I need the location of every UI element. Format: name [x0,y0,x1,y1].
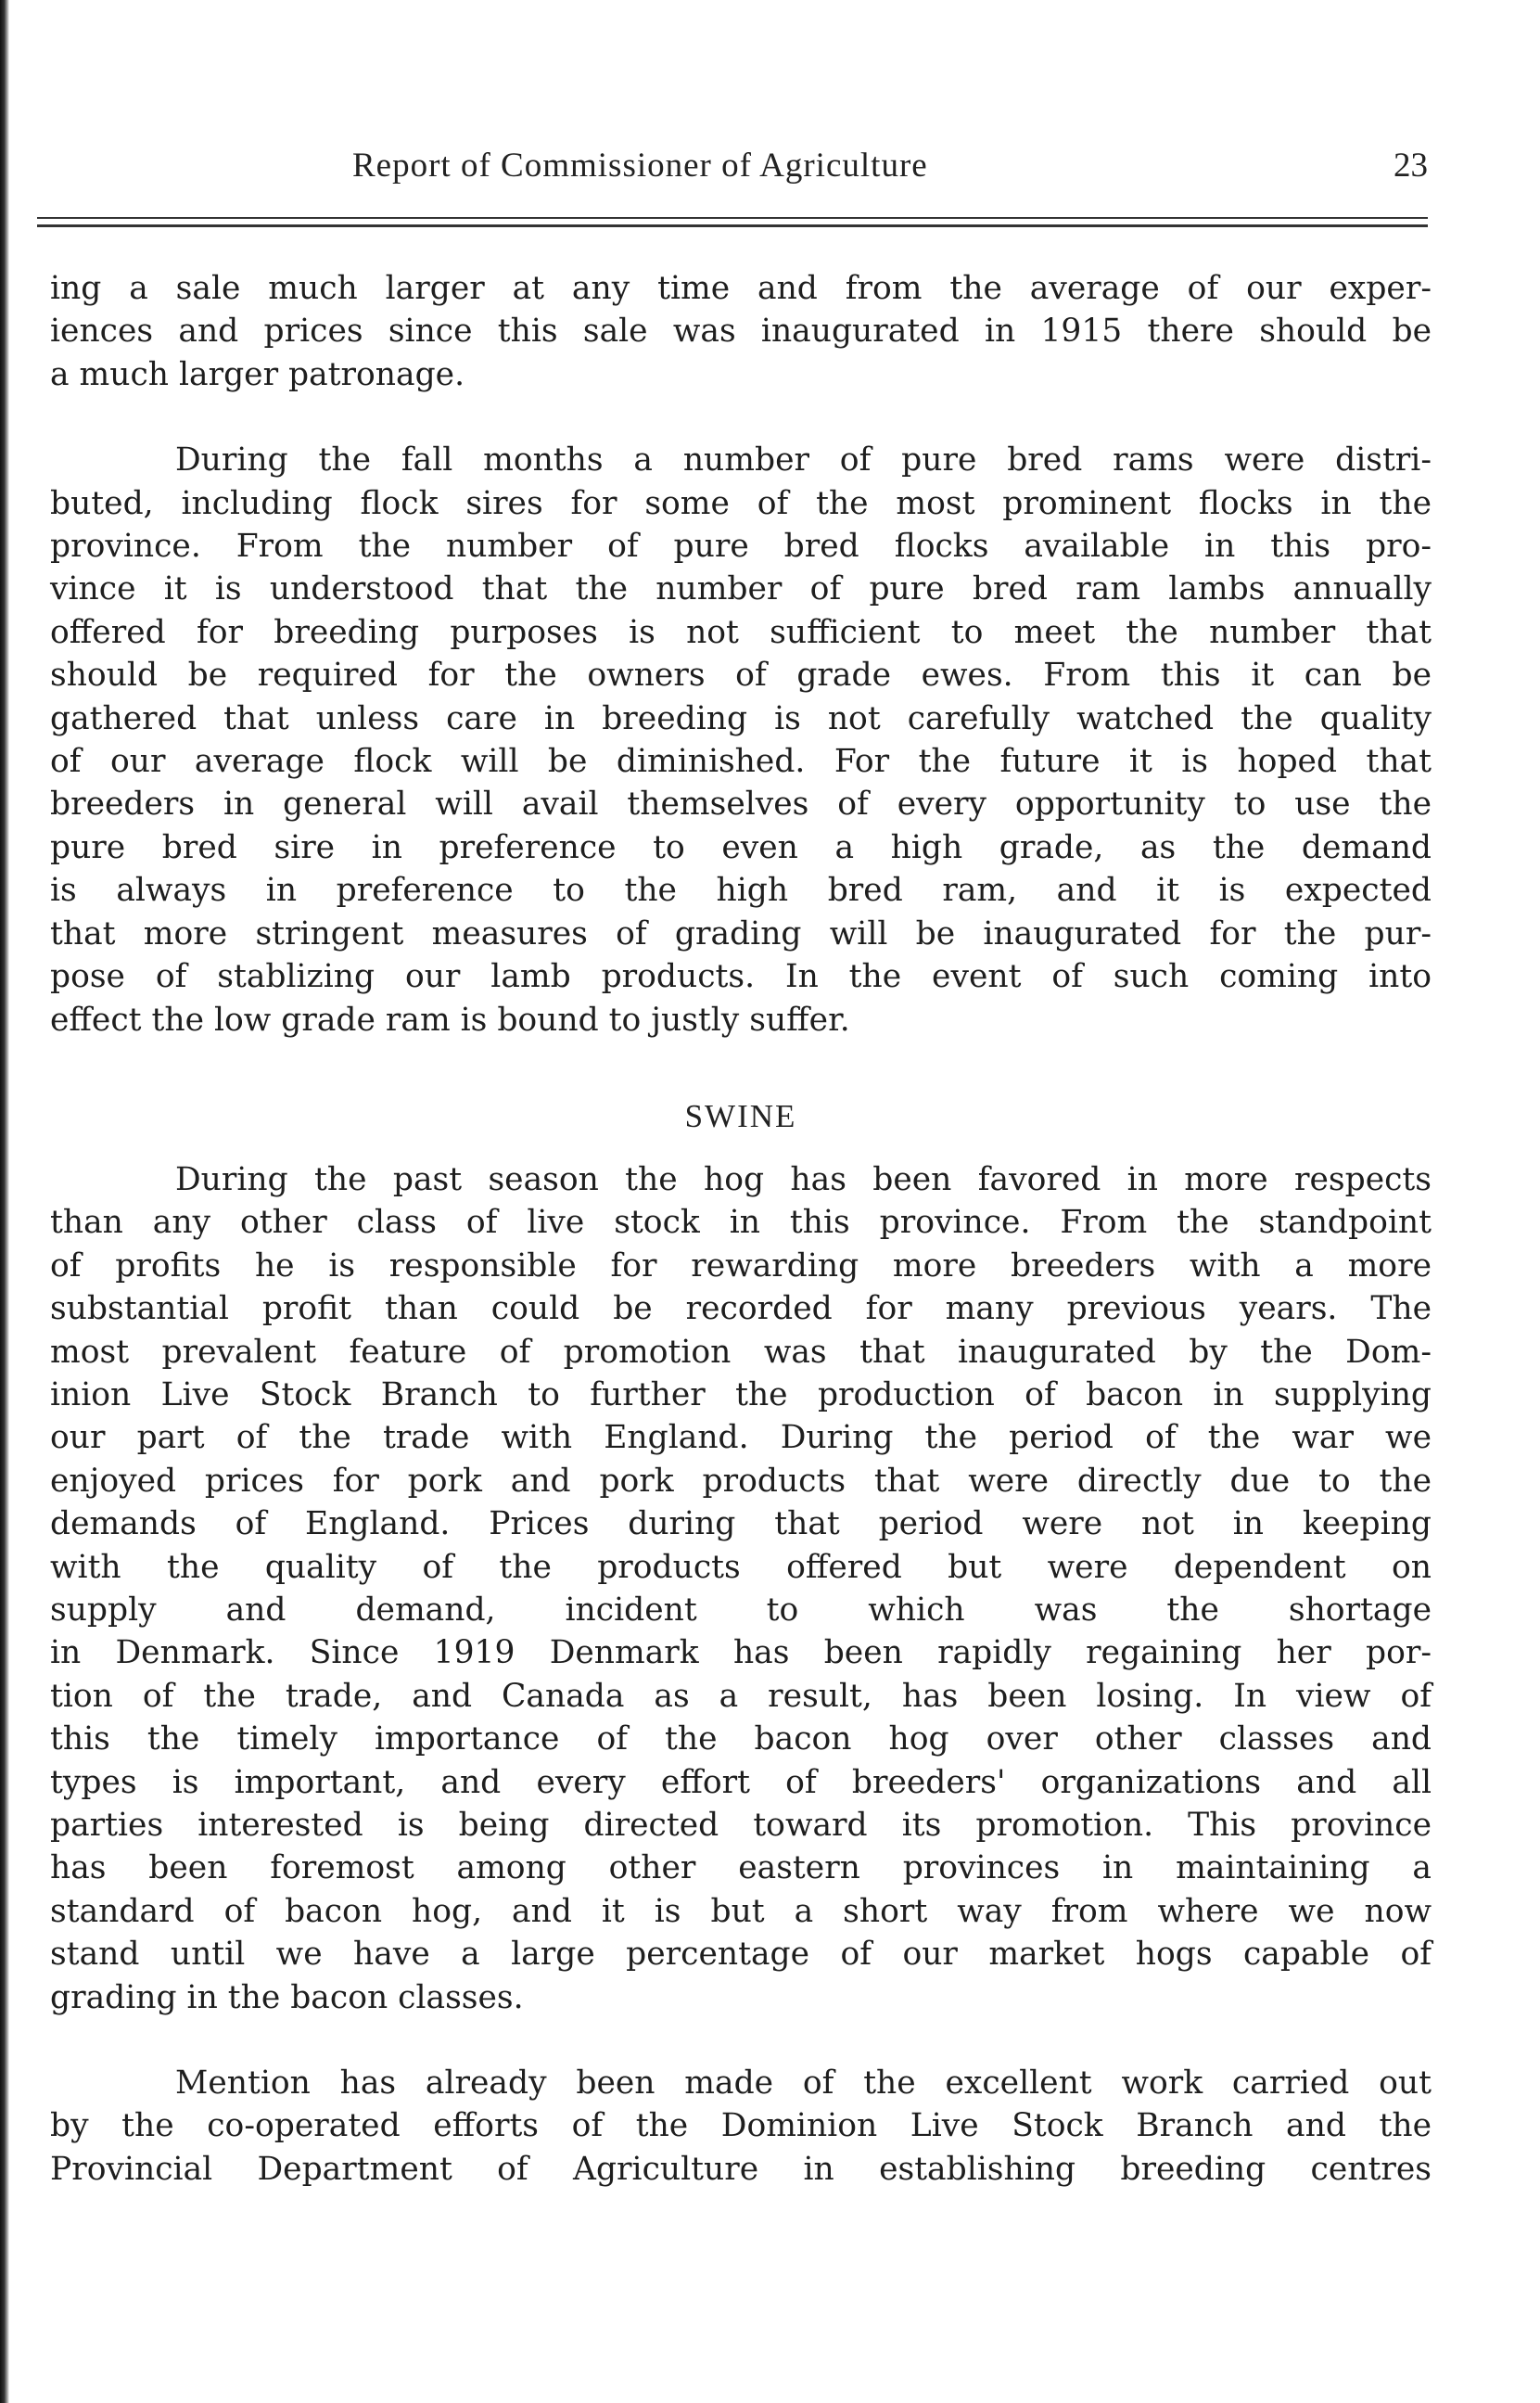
text-line: supply and demand, incident to which was the shortage [50,1591,1432,1629]
text-line: Mention has already been made of the excellent work carried out [175,2064,1432,2103]
text-line: grading in the bacon classes. [50,1978,524,2016]
text-line: standard of bacon hog, and it is but a short way from where we now [50,1892,1432,1930]
running-head [37,146,1428,201]
text-line: should be required for the owners of grade ewes. From this it can be [50,657,1432,695]
text-line: is always in preference to the high bred ram, and it is expected [50,872,1432,910]
text-line: of our average flock will be diminished. For the future it is hoped that [50,743,1432,781]
text-line: vince it is understood that the number of pure bred ram lambs annually [50,570,1432,608]
text-line: types is important, and every effort of breeders' organizations and all [50,1763,1432,1801]
text-line: buted, including flock sires for some of the most prominent flocks in the [50,484,1432,522]
text-line: pose of stablizing our lamb products. In the event of such coming into [50,958,1432,996]
paragraph-gap [50,2019,1432,2062]
text-line: During the fall months a number of pure bred rams were distri- [175,441,1432,479]
text-line: with the quality of the products offered but were dependent on [50,1548,1432,1586]
text-line: has been foremost among other eastern provinces in maintaining a [50,1849,1432,1887]
section-heading: SWINE [684,1097,797,1134]
text-line: than any other class of live stock in this province. From the standpoint [50,1204,1432,1242]
text-line: breeders in general will avail themselves of every opportunity to use the [50,786,1432,824]
text-line: by the co-operated efforts of the Dominion Live Stock Branch and the [50,2107,1432,2145]
header-rule-thick [37,224,1428,227]
text-line: offered for breeding purposes is not sufficient to meet the number that [50,613,1432,651]
text-line: in Denmark. Since 1919 Denmark has been rapidly regaining her por- [50,1634,1432,1672]
page-number: 23 [1394,147,1428,185]
body-text [50,267,1432,2191]
text-line: stand until we have a large percentage of our market hogs capable of [50,1936,1432,1974]
text-line: of profits he is responsible for rewarding more breeders with a more [50,1246,1432,1285]
text-line: effect the low grade ram is bound to justly suffer. [50,1001,850,1039]
text-line: this the timely importance of the bacon hog over other classes and [50,1720,1432,1758]
text-line: inion Live Stock Branch to further the production of bacon in supplying [50,1375,1432,1413]
text-line: Provincial Department of Agriculture in establishing breeding centres [50,2150,1432,2188]
text-line: demands of England. Prices during that period were not in keeping [50,1505,1432,1543]
text-line: our part of the trade with England. During the period of the war we [50,1419,1432,1457]
text-line: pure bred sire in preference to even a high grade, as the demand [50,828,1432,866]
paragraph-gap [50,1042,1432,1095]
text-line: a much larger patronage. [50,355,465,393]
text-line: tion of the trade, and Canada as a result, has been losing. In view of [50,1677,1432,1715]
text-line: enjoyed prices for pork and pork products that were directly due to the [50,1462,1432,1500]
paragraph-breeding-centres [50,2062,1432,2191]
text-line: iences and prices since this sale was inaugurated in 1915 there should be [50,313,1432,351]
text-line: that more stringent measures of grading will be inaugurated for the pur- [50,914,1432,952]
paragraph-rams [50,439,1432,1042]
text-line: substantial profit than could be recorded for many previous years. The [50,1290,1432,1328]
paragraph-gap [50,396,1432,439]
text-line: most prevalent feature of promotion was that inaugurated by the Dom- [50,1333,1432,1371]
binding-edge [0,0,9,2403]
running-title: Report of Commissioner of Agriculture [352,147,928,185]
paragraph-swine [50,1158,1432,2019]
text-line: gathered that unless care in breeding is not carefully watched the quality [50,699,1432,737]
paragraph-continuation [50,267,1432,396]
text-line: parties interested is being directed toward its promotion. This province [50,1807,1432,1844]
text-line: province. From the number of pure bred flocks available in this pro- [50,528,1432,566]
text-line: ing a sale much larger at any time and from the average of our exper- [50,270,1432,307]
text-line: During the past season the hog has been favored in more respects [175,1160,1432,1198]
header-rule-thin [37,217,1428,219]
